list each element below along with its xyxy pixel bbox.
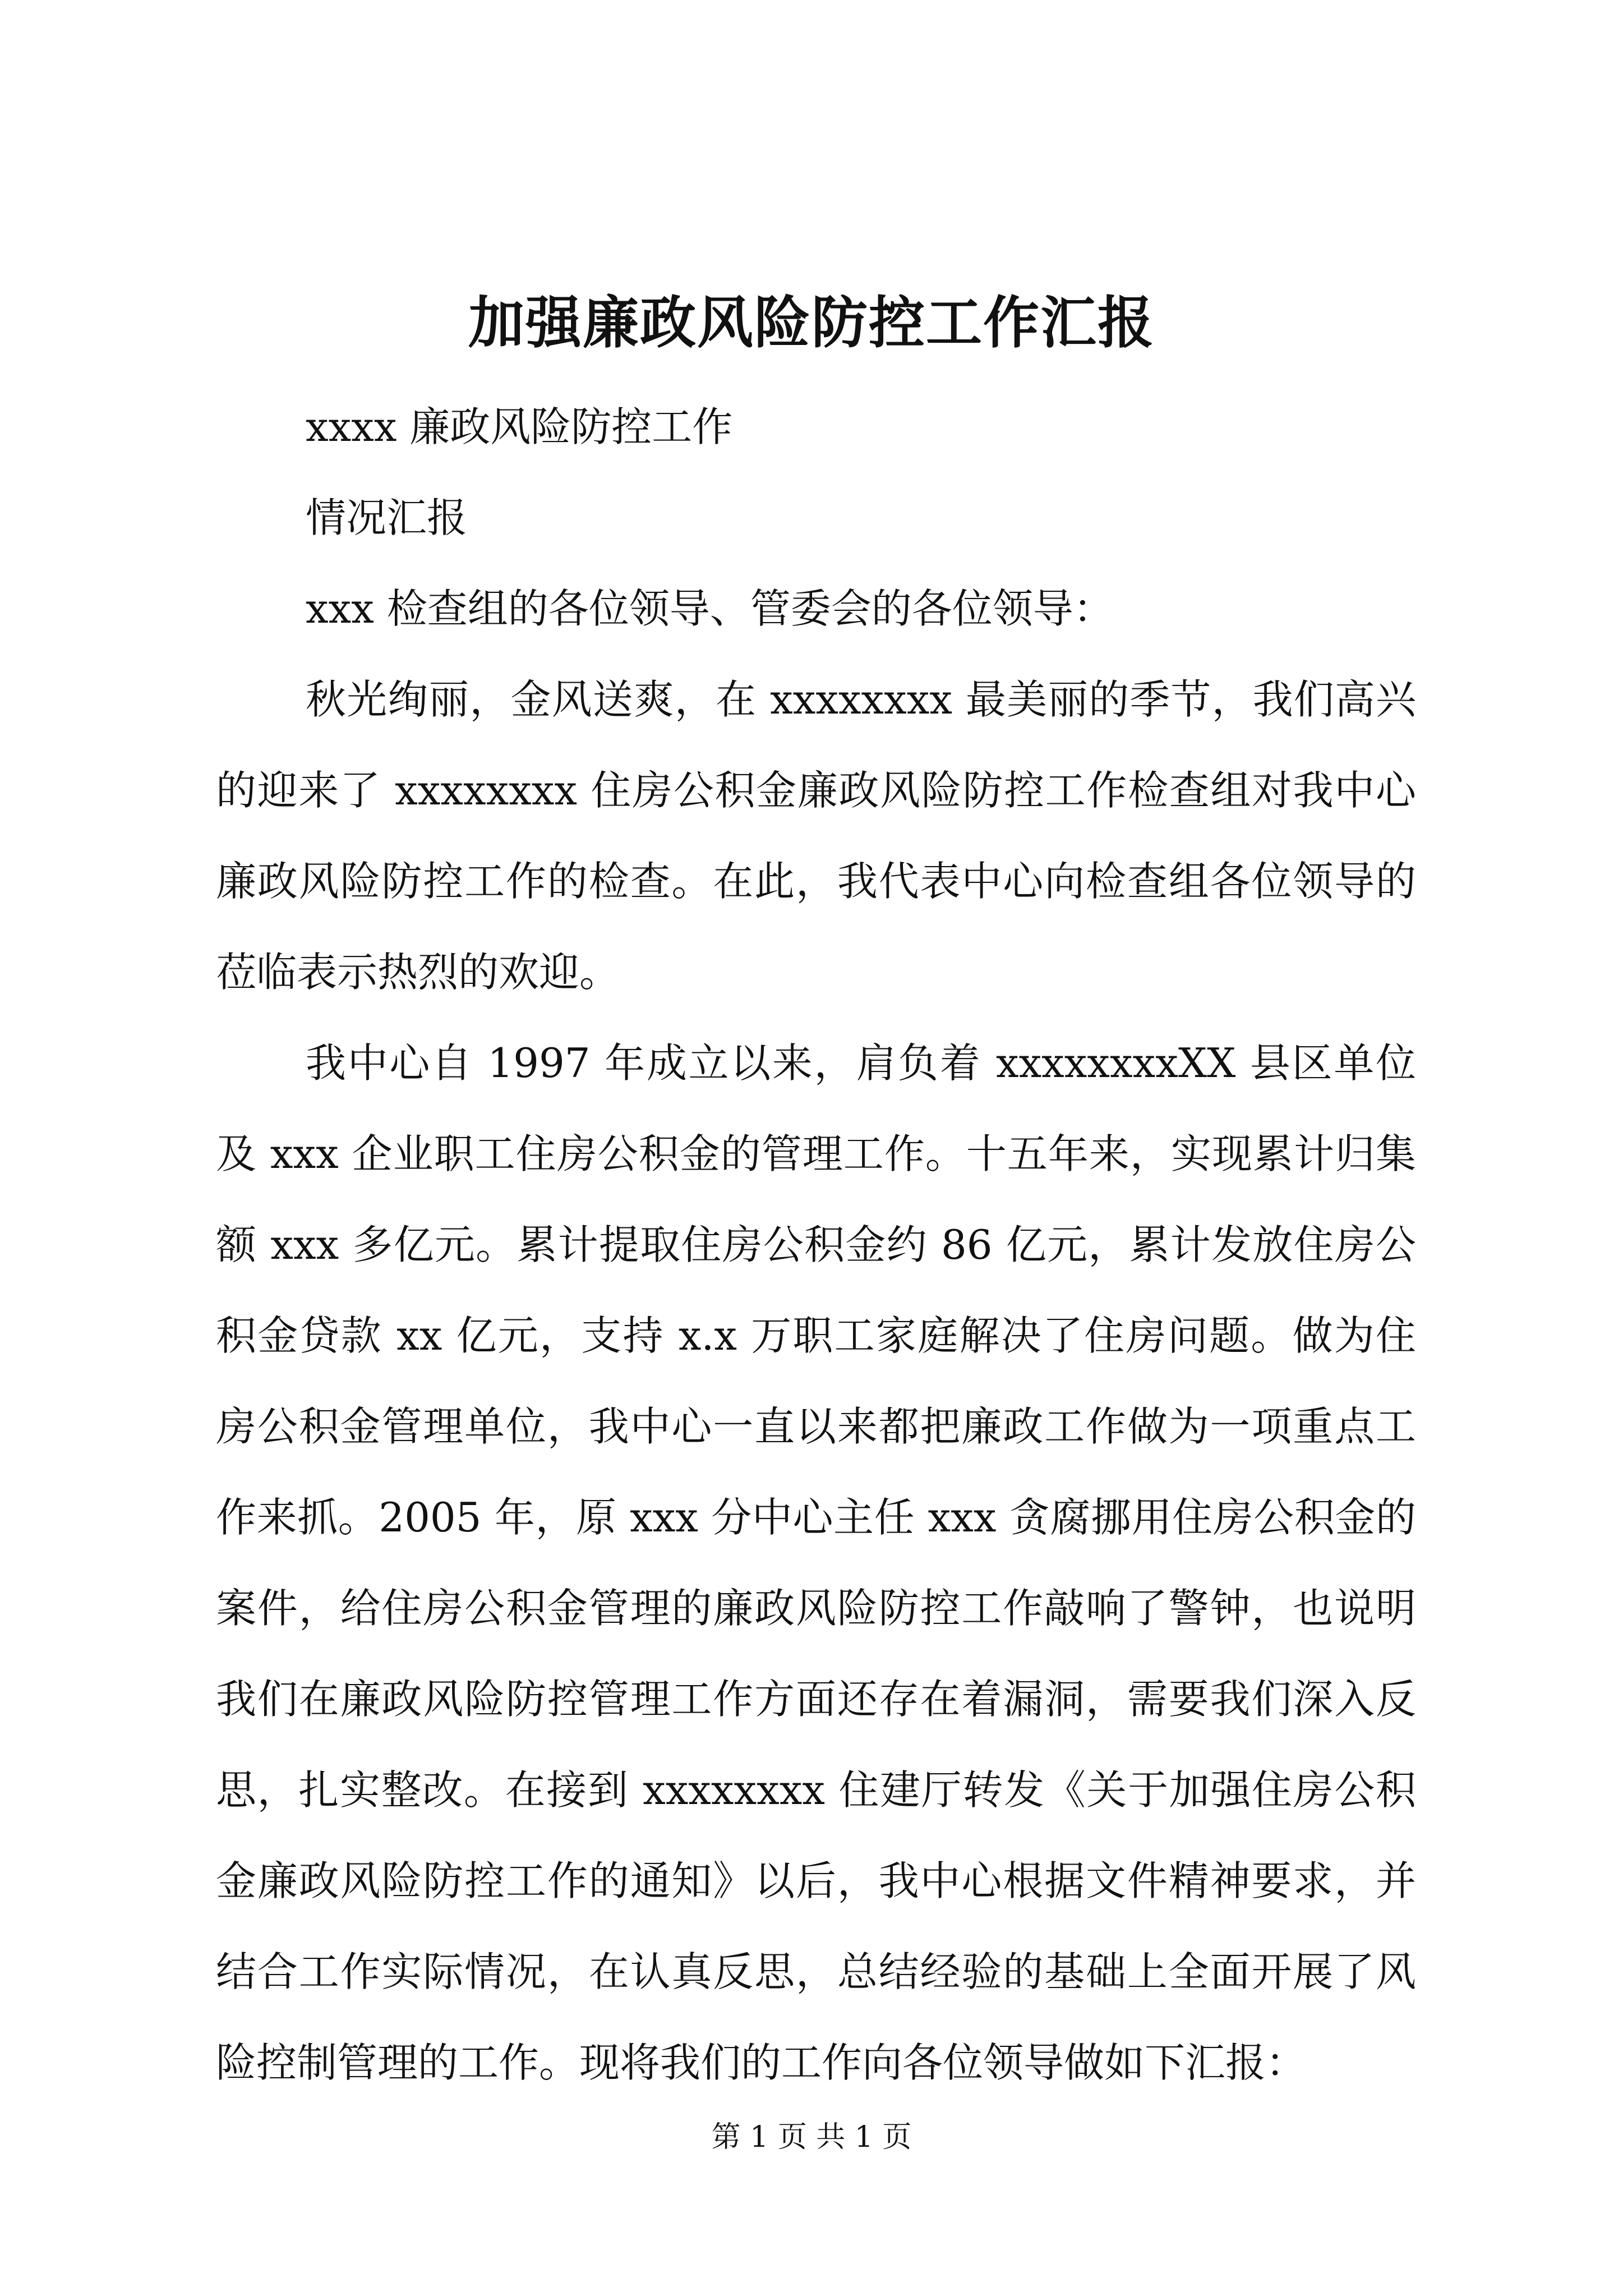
document-body <box>216 381 1416 2108</box>
body-paragraph-welcome: 秋光绚丽，金风送爽，在 xxxxxxxx 最美丽的季节，我们高兴的迎来了 xxxxxxxx 住房公积金廉政风险防控工作检查组对我中心廉政风险防控工作的检查。在此，我代表中心向检查组各位领导的莅临表示热烈的欢迎。 <box>216 676 1416 996</box>
document-title: 加强廉政风险防控工作汇报 <box>468 289 1155 356</box>
salutation: xxx 检查组的各位领导、管委会的各位领导： <box>306 585 1114 632</box>
page-number-footer: 第 1 页 共 1 页 <box>711 2120 912 2154</box>
subtitle-line-1: xxxx 廉政风险防控工作 <box>306 403 733 450</box>
subtitle-line-2: 情况汇报 <box>306 494 468 541</box>
body-paragraph-overview: 我中心自 1997 年成立以来，肩负着 xxxxxxxxXX 县区单位及 xxx 企业职工住房公积金的管理工作。十五年来，实现累计归集额 xxx 多亿元。累计提取住房公积金约 86 亿元，累计发放住房公积金贷款 xx 亿元，支持 x.x 万职工家庭解决了住房问题。做为住房公积金管理单位，我中心一直以来都把廉政工作做为一项重点工作来抓。2005 年，原 xxx 分中心主任 xxx 贪腐挪用住房公积金的案件，给住房公积金管理的廉政风险防控工作敲响了警钟，也说明我们在廉政风险防控管理工作方面还存在着漏洞，需要我们深入反思，扎实整改。在接到 xxxxxxxx 住建厅转发《关于加强住房公积金廉政风险防控工作的通知》以后，我中心根据文件精神要求，并结合工作实际情况，在认真反思，总结经验的基础上全面开展了风险控制管理的工作。现将我们的工作向各位领导做如下汇报： <box>216 1039 1416 2086</box>
